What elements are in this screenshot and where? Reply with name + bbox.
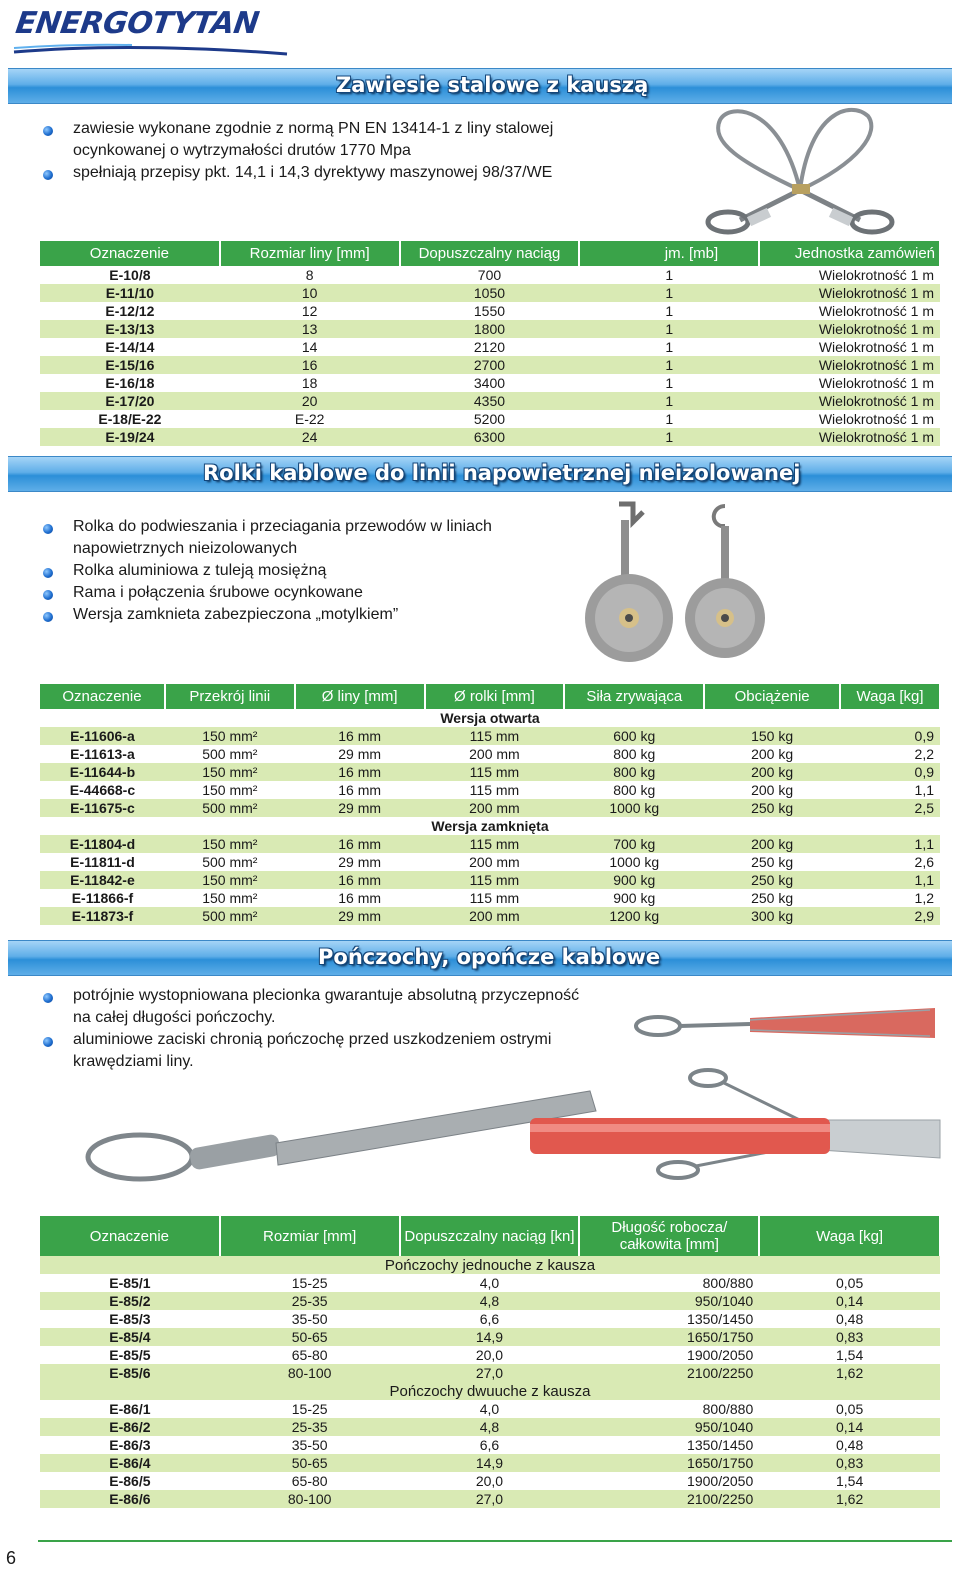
table-group-row: [40, 1382, 940, 1400]
table-group-label: Wersja zamknięta: [40, 817, 940, 835]
table-row: [40, 799, 940, 817]
bullet-icon: [43, 612, 53, 622]
table-cell: 24: [220, 428, 400, 446]
table-cell: 700 kg: [564, 835, 704, 853]
table-cell: 4,0: [400, 1400, 580, 1418]
table-cell: 1650/1750: [579, 1454, 759, 1472]
table-cell: 500 mm²: [165, 799, 295, 817]
table-cell-code: E-85/6: [40, 1364, 220, 1382]
table-row: [40, 853, 940, 871]
table-row: [40, 871, 940, 889]
table-group-row: [40, 709, 940, 727]
cable-roller-table-body: [40, 709, 940, 925]
table-cell: 1: [579, 428, 759, 446]
table-cell: Wielokrotność 1 m: [759, 320, 940, 338]
steel-sling-table-body: [40, 266, 940, 446]
table-cell: 1350/1450: [579, 1310, 759, 1328]
table-cell: 500 mm²: [165, 853, 295, 871]
table-cell: 200 kg: [704, 781, 840, 799]
table-cell-code: E-11675-c: [40, 799, 165, 817]
table-cell-code: E-85/5: [40, 1346, 220, 1364]
table-cell: 2700: [400, 356, 580, 374]
table-row: [40, 266, 940, 284]
table-cell: 115 mm: [425, 889, 565, 907]
table-cell: 16 mm: [295, 889, 425, 907]
table-cell: 3400: [400, 374, 580, 392]
table-cell: 200 kg: [704, 763, 840, 781]
table-cell: 950/1040: [579, 1418, 759, 1436]
company-logo: [6, 4, 296, 56]
column-header: Dopuszczalny naciąg: [400, 241, 580, 266]
table-cell: 1350/1450: [579, 1436, 759, 1454]
column-header: Jednostka zamówień: [759, 241, 940, 266]
table-cell: 1000 kg: [564, 853, 704, 871]
table-cell: 1900/2050: [579, 1472, 759, 1490]
table-cell: 150 mm²: [165, 727, 295, 745]
table-row: [40, 356, 940, 374]
table-cell: 200 mm: [425, 799, 565, 817]
column-header: Siła zrywająca: [564, 684, 704, 709]
cable-stocking-table-body: [40, 1256, 940, 1508]
table-cell: 10: [220, 284, 400, 302]
table-row: [40, 727, 940, 745]
table-group-row: [40, 1256, 940, 1274]
table-cell: 0,48: [759, 1310, 940, 1328]
table-cell: 0,14: [759, 1418, 940, 1436]
table-cell: 65-80: [220, 1472, 400, 1490]
table-cell: 1: [579, 284, 759, 302]
table-cell: 115 mm: [425, 727, 565, 745]
table-cell: 29 mm: [295, 907, 425, 925]
table-cell: 1,2: [840, 889, 940, 907]
bullet-item: spełniają przepisy pkt. 14,1 i 14,3 dyrektywy maszynowej 98/37/WE: [38, 162, 598, 184]
table-row: [40, 392, 940, 410]
table-cell: 1,1: [840, 871, 940, 889]
table-cell-code: E-85/1: [40, 1274, 220, 1292]
table-cell-code: E-44668-c: [40, 781, 165, 799]
logo-wordmark: ENERGOTYTAN: [13, 6, 261, 41]
table-cell: Wielokrotność 1 m: [759, 374, 940, 392]
table-cell: 6,6: [400, 1436, 580, 1454]
table-cell: 25-35: [220, 1292, 400, 1310]
table-cell: 115 mm: [425, 763, 565, 781]
table-cell-code: E-13/13: [40, 320, 220, 338]
table-row: [40, 1472, 940, 1490]
table-cell-code: E-17/20: [40, 392, 220, 410]
table-cell: 1550: [400, 302, 580, 320]
table-cell: 150 mm²: [165, 835, 295, 853]
table-cell: 300 kg: [704, 907, 840, 925]
table-cell-code: E-85/4: [40, 1328, 220, 1346]
table-row: [40, 1364, 940, 1382]
table-cell: 1: [579, 374, 759, 392]
table-cell: 200 kg: [704, 835, 840, 853]
red-cable-image: [530, 1110, 830, 1180]
bullet-item: potrójnie wystopniowana plecionka gwarantuje absolutną przyczepność na całej długości pończochy.: [38, 985, 598, 1029]
table-cell: Wielokrotność 1 m: [759, 356, 940, 374]
table-cell: 0,05: [759, 1274, 940, 1292]
bullet-item: zawiesie wykonane zgodnie z normą PN EN 13414-1 z liny stalowej ocynkowanej o wytrzymałości drutów 1770 Mpa: [38, 118, 598, 162]
table-cell: 35-50: [220, 1310, 400, 1328]
table-cell: 200 mm: [425, 745, 565, 763]
table-cell: 150 mm²: [165, 781, 295, 799]
table-header-row: [40, 241, 940, 266]
table-row: [40, 1400, 940, 1418]
table-cell: 2,5: [840, 799, 940, 817]
table-row: [40, 907, 940, 925]
table-cell: 150 mm²: [165, 889, 295, 907]
table-cell: 1800: [400, 320, 580, 338]
table-group-label: Wersja otwarta: [40, 709, 940, 727]
table-cell: Wielokrotność 1 m: [759, 302, 940, 320]
column-header: Oznaczenie: [40, 1216, 220, 1256]
bullet-list-cable-stockings: [38, 985, 598, 1073]
section-title: Pończochy, opończe kablowe: [318, 945, 661, 969]
table-cell: 2120: [400, 338, 580, 356]
table-cell: 1: [579, 410, 759, 428]
table-cell-code: E-86/1: [40, 1400, 220, 1418]
column-header: Ø rolki [mm]: [425, 684, 565, 709]
column-header: Oznaczenie: [40, 241, 220, 266]
table-cell: 29 mm: [295, 799, 425, 817]
table-header-row: [40, 1216, 940, 1256]
table-cell: 13: [220, 320, 400, 338]
table-row: [40, 1328, 940, 1346]
table-row: [40, 745, 940, 763]
table-cell: 1: [579, 266, 759, 284]
table-cell: 500 mm²: [165, 745, 295, 763]
table-row: [40, 763, 940, 781]
table-row: [40, 302, 940, 320]
bullet-icon: [43, 590, 53, 600]
table-cell: 6300: [400, 428, 580, 446]
table-cell: 4,8: [400, 1292, 580, 1310]
table-cell: 20,0: [400, 1346, 580, 1364]
bullet-list-cable-rollers: [38, 516, 558, 626]
table-cell: 0,83: [759, 1328, 940, 1346]
table-cell: 1,62: [759, 1490, 940, 1508]
table-cell: 50-65: [220, 1328, 400, 1346]
table-row: [40, 428, 940, 446]
table-cell: 0,48: [759, 1436, 940, 1454]
table-row: [40, 1346, 940, 1364]
cable-roller-table: [40, 684, 941, 925]
table-cell-code: E-86/2: [40, 1418, 220, 1436]
bullet-icon: [43, 1037, 53, 1047]
table-row: [40, 1310, 940, 1328]
table-cell: 150 kg: [704, 727, 840, 745]
table-cell: 250 kg: [704, 871, 840, 889]
table-cell-code: E-11804-d: [40, 835, 165, 853]
table-cell: 12: [220, 302, 400, 320]
column-header: Ø liny [mm]: [295, 684, 425, 709]
table-cell: 35-50: [220, 1436, 400, 1454]
table-cell: 0,05: [759, 1400, 940, 1418]
bullet-icon: [43, 126, 53, 136]
table-cell: Wielokrotność 1 m: [759, 284, 940, 302]
table-cell: 80-100: [220, 1364, 400, 1382]
steel-sling-image: [700, 102, 900, 238]
table-cell: 16: [220, 356, 400, 374]
table-cell-code: E-11873-f: [40, 907, 165, 925]
table-cell: 14,9: [400, 1454, 580, 1472]
table-cell: 16 mm: [295, 727, 425, 745]
section-band-steel-sling: [8, 68, 952, 104]
table-cell: 29 mm: [295, 745, 425, 763]
table-cell-code: E-11866-f: [40, 889, 165, 907]
column-header: Dopuszczalny naciąg [kn]: [400, 1216, 580, 1256]
table-cell: 1,54: [759, 1472, 940, 1490]
table-cell: 200 kg: [704, 745, 840, 763]
table-row: [40, 1436, 940, 1454]
table-cell: 80-100: [220, 1490, 400, 1508]
table-cell: 250 kg: [704, 799, 840, 817]
table-cell: 800 kg: [564, 745, 704, 763]
table-cell: 150 mm²: [165, 763, 295, 781]
table-cell: 800/880: [579, 1400, 759, 1418]
table-cell-code: E-14/14: [40, 338, 220, 356]
table-cell: 200 mm: [425, 853, 565, 871]
table-cell: 1050: [400, 284, 580, 302]
table-cell: Wielokrotność 1 m: [759, 266, 940, 284]
column-header: Rozmiar liny [mm]: [220, 241, 400, 266]
table-cell: 800 kg: [564, 781, 704, 799]
table-cell-code: E-11842-e: [40, 871, 165, 889]
page-number: 6: [6, 1548, 17, 1568]
table-cell: 1: [579, 320, 759, 338]
cable-roller-image: [585, 500, 775, 672]
table-cell: 115 mm: [425, 781, 565, 799]
bullet-list-steel-sling: [38, 118, 598, 184]
table-cell-code: E-86/6: [40, 1490, 220, 1508]
table-header-row: [40, 684, 940, 709]
table-cell: 950/1040: [579, 1292, 759, 1310]
table-cell: 2,2: [840, 745, 940, 763]
table-row: [40, 1418, 940, 1436]
table-cell: 16 mm: [295, 763, 425, 781]
bullet-item: Rolka do podwieszania i przeciagania przewodów w liniach napowietrznych nieizolowanych: [38, 516, 558, 560]
table-cell: 2,9: [840, 907, 940, 925]
table-cell: 0,83: [759, 1454, 940, 1472]
table-cell: 700: [400, 266, 580, 284]
table-row: [40, 410, 940, 428]
table-cell: 6,6: [400, 1310, 580, 1328]
table-cell: 5200: [400, 410, 580, 428]
table-row: [40, 1454, 940, 1472]
table-cell: 20,0: [400, 1472, 580, 1490]
table-row: [40, 374, 940, 392]
table-cell: 18: [220, 374, 400, 392]
table-row: [40, 1274, 940, 1292]
table-cell-code: E-16/18: [40, 374, 220, 392]
bullet-item: Wersja zamknieta zabezpieczona „motylkiem”: [38, 604, 558, 626]
table-cell: 250 kg: [704, 853, 840, 871]
table-cell: 1,1: [840, 781, 940, 799]
table-cell: 2,6: [840, 853, 940, 871]
table-cell: 16 mm: [295, 835, 425, 853]
table-cell-code: E-18/E-22: [40, 410, 220, 428]
table-cell-code: E-12/12: [40, 302, 220, 320]
section-title: Rolki kablowe do linii napowietrznej nieizolowanej: [203, 461, 801, 485]
table-cell-code: E-11613-a: [40, 745, 165, 763]
table-cell: 1: [579, 356, 759, 374]
table-cell: 1,62: [759, 1364, 940, 1382]
table-cell: 8: [220, 266, 400, 284]
bullet-item: Rama i połączenia śrubowe ocynkowane: [38, 582, 558, 604]
table-cell: 14,9: [400, 1328, 580, 1346]
bullet-icon: [43, 993, 53, 1003]
table-cell: Wielokrotność 1 m: [759, 392, 940, 410]
column-header: Oznaczenie: [40, 684, 165, 709]
table-cell: 29 mm: [295, 853, 425, 871]
steel-sling-table: [40, 241, 941, 446]
table-cell: 500 mm²: [165, 907, 295, 925]
table-cell: 1,54: [759, 1346, 940, 1364]
table-group-label: Pończochy dwuuche z kausza: [40, 1382, 940, 1400]
table-cell: 115 mm: [425, 835, 565, 853]
table-cell: 1,1: [840, 835, 940, 853]
table-cell-code: E-10/8: [40, 266, 220, 284]
column-header: Rozmiar [mm]: [220, 1216, 400, 1256]
table-cell: 50-65: [220, 1454, 400, 1472]
table-cell: 1: [579, 302, 759, 320]
table-cell: 600 kg: [564, 727, 704, 745]
table-cell: 900 kg: [564, 871, 704, 889]
table-cell: 250 kg: [704, 889, 840, 907]
column-header: Obciążenie: [704, 684, 840, 709]
table-cell: 150 mm²: [165, 871, 295, 889]
table-cell: Wielokrotność 1 m: [759, 338, 940, 356]
table-cell: 1: [579, 392, 759, 410]
section-title: Zawiesie stalowe z kauszą: [336, 73, 649, 97]
table-cell: Wielokrotność 1 m: [759, 410, 940, 428]
table-row: [40, 1490, 940, 1508]
table-cell: 800 kg: [564, 763, 704, 781]
table-cell: 200 mm: [425, 907, 565, 925]
table-cell: 0,14: [759, 1292, 940, 1310]
table-cell: 16 mm: [295, 871, 425, 889]
table-cell: 27,0: [400, 1364, 580, 1382]
table-cell: 4350: [400, 392, 580, 410]
table-cell: 1650/1750: [579, 1328, 759, 1346]
table-cell: 1200 kg: [564, 907, 704, 925]
bullet-item: aluminiowe zaciski chronią pończochę przed uszkodzeniem ostrymi krawędziami liny.: [38, 1029, 598, 1073]
table-cell: 1000 kg: [564, 799, 704, 817]
table-cell-code: E-86/4: [40, 1454, 220, 1472]
column-header: Waga [kg]: [759, 1216, 940, 1256]
table-cell: 0,9: [840, 727, 940, 745]
table-cell: 1900/2050: [579, 1346, 759, 1364]
column-header: jm. [mb]: [579, 241, 759, 266]
table-cell: 2100/2250: [579, 1490, 759, 1508]
table-row: [40, 889, 940, 907]
table-cell: 20: [220, 392, 400, 410]
table-row: [40, 284, 940, 302]
table-cell-code: E-19/24: [40, 428, 220, 446]
table-cell: 15-25: [220, 1400, 400, 1418]
bullet-icon: [43, 568, 53, 578]
section-band-cable-stockings: [8, 940, 952, 976]
table-cell-code: E-86/5: [40, 1472, 220, 1490]
logo-swoosh-icon: [12, 40, 292, 56]
table-cell: 14: [220, 338, 400, 356]
table-cell: 900 kg: [564, 889, 704, 907]
table-cell: Wielokrotność 1 m: [759, 428, 940, 446]
table-cell: 1: [579, 338, 759, 356]
table-cell-code: E-86/3: [40, 1436, 220, 1454]
table-cell: 2100/2250: [579, 1364, 759, 1382]
table-row: [40, 338, 940, 356]
table-cell: 16 mm: [295, 781, 425, 799]
table-cell: 800/880: [579, 1274, 759, 1292]
table-group-row: [40, 817, 940, 835]
table-cell-code: E-11/10: [40, 284, 220, 302]
table-cell: 0,9: [840, 763, 940, 781]
table-cell-code: E-11606-a: [40, 727, 165, 745]
table-row: [40, 1292, 940, 1310]
table-cell: 4,0: [400, 1274, 580, 1292]
cable-stocking-table: [40, 1216, 941, 1508]
bullet-item: Rolka aluminiowa z tuleją mosiężną: [38, 560, 558, 582]
table-cell: 25-35: [220, 1418, 400, 1436]
table-cell-code: E-15/16: [40, 356, 220, 374]
footer-divider: [38, 1540, 952, 1542]
table-cell-code: E-85/2: [40, 1292, 220, 1310]
table-cell-code: E-11644-b: [40, 763, 165, 781]
table-cell-code: E-85/3: [40, 1310, 220, 1328]
table-cell: 65-80: [220, 1346, 400, 1364]
table-row: [40, 835, 940, 853]
table-row: [40, 781, 940, 799]
bullet-icon: [43, 170, 53, 180]
section-band-cable-rollers: [8, 456, 952, 492]
table-cell: E-22: [220, 410, 400, 428]
bullet-icon: [43, 524, 53, 534]
column-header: Waga [kg]: [840, 684, 940, 709]
column-header: Przekrój linii: [165, 684, 295, 709]
column-header: Długość robocza/ całkowita [mm]: [579, 1216, 759, 1256]
table-cell: 27,0: [400, 1490, 580, 1508]
table-cell: 4,8: [400, 1418, 580, 1436]
table-cell-code: E-11811-d: [40, 853, 165, 871]
table-cell: 15-25: [220, 1274, 400, 1292]
table-cell: 115 mm: [425, 871, 565, 889]
table-row: [40, 320, 940, 338]
table-group-label: Pończochy jednouche z kausza: [40, 1256, 940, 1274]
